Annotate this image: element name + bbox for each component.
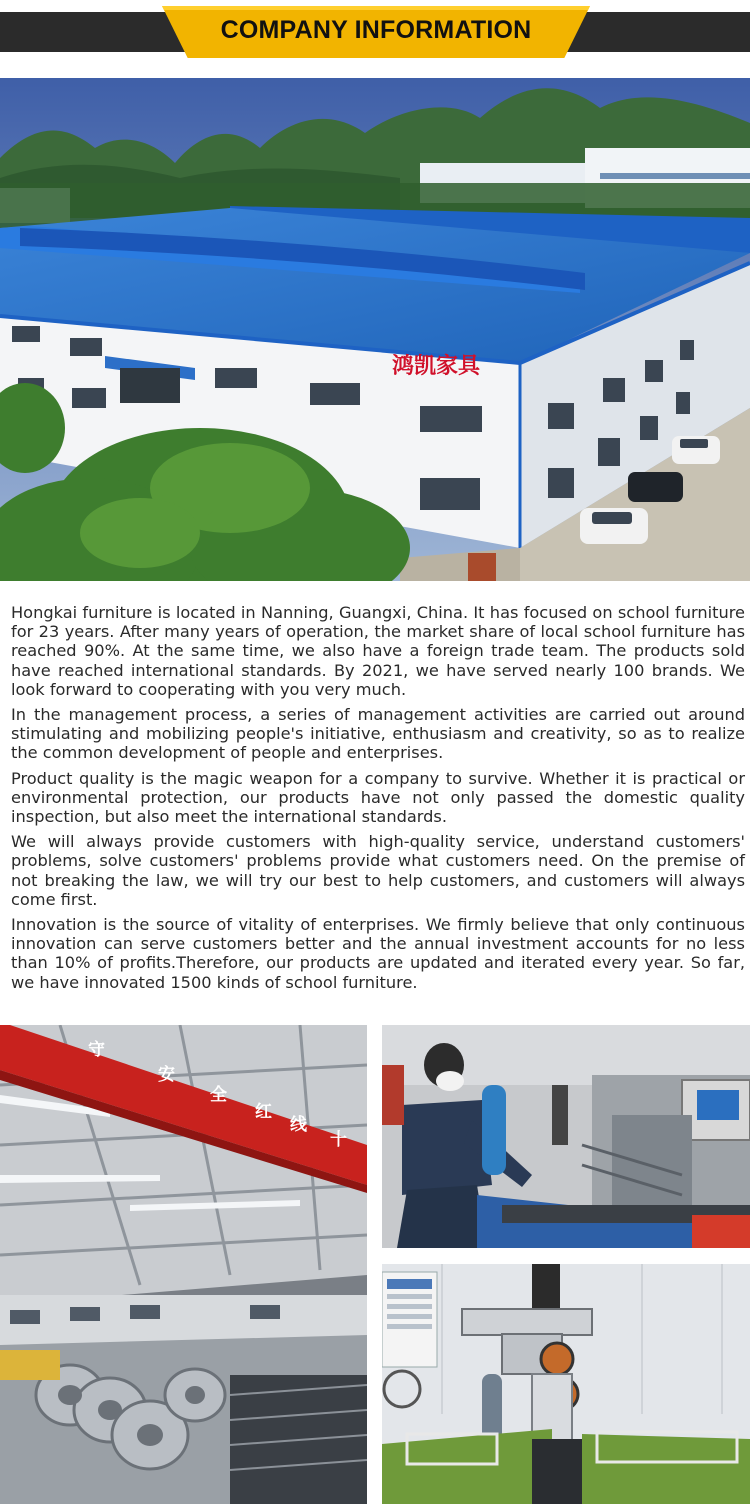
section-header bbox=[0, 0, 750, 80]
paragraph-management: In the management process, a series of management activities are carried out around stimulating and mobilizing people's initiative, enthusiasm and creativity, so as to realize the common development of people and enterprises. bbox=[11, 705, 745, 763]
banner-char-5: 线 bbox=[290, 1115, 307, 1135]
paragraph-quality: Product quality is the magic weapon for a company to survive. Whether it is practical or environmental protection, our products have not only passed the domestic quality inspection, but also meet the international standards. bbox=[11, 768, 745, 827]
section-title: COMPANY INFORMATION bbox=[220, 16, 532, 44]
banner-char-3: 全 bbox=[210, 1085, 227, 1105]
factory-building-photo bbox=[0, 78, 750, 581]
welding-worker-photo bbox=[382, 1025, 750, 1248]
banner-char-4: 红 bbox=[255, 1102, 272, 1122]
warehouse-photo bbox=[0, 1025, 367, 1504]
company-description bbox=[11, 603, 745, 998]
banner-char-1: 守 bbox=[88, 1040, 105, 1060]
building-sign-text: 鸿凯家具 bbox=[392, 354, 481, 379]
banner-char-2: 安 bbox=[158, 1065, 175, 1085]
robotic-welding-photo bbox=[382, 1264, 750, 1504]
paragraph-innovation: Innovation is the source of vitality of enterprises. We firmly believe that only continuous innovation can serve customers better and the annual investment accounts for no less than 10% of profits.Therefore, our products are updated and iterated every year. So far, we have innovated 1500 kinds of school furniture. bbox=[11, 915, 745, 992]
paragraph-service: We will always provide customers with high-quality service, understand customers' problems, solve customers' problems provide what customers need. On the premise of not breaking the law, we will try our best to help customers, and customers will always come first. bbox=[11, 832, 745, 909]
paragraph-intro: Hongkai furniture is located in Nanning, Guangxi, China. It has focused on school furniture for 23 years. After many years of operation, the market share of local school furniture has reached 90%. At the same time, we also have a foreign trade team. The products sold have reached international standards. By 2021, we have served nearly 100 brands. We look forward to cooperating with you very much. bbox=[11, 603, 745, 699]
banner-char-6: 十 bbox=[330, 1130, 347, 1150]
